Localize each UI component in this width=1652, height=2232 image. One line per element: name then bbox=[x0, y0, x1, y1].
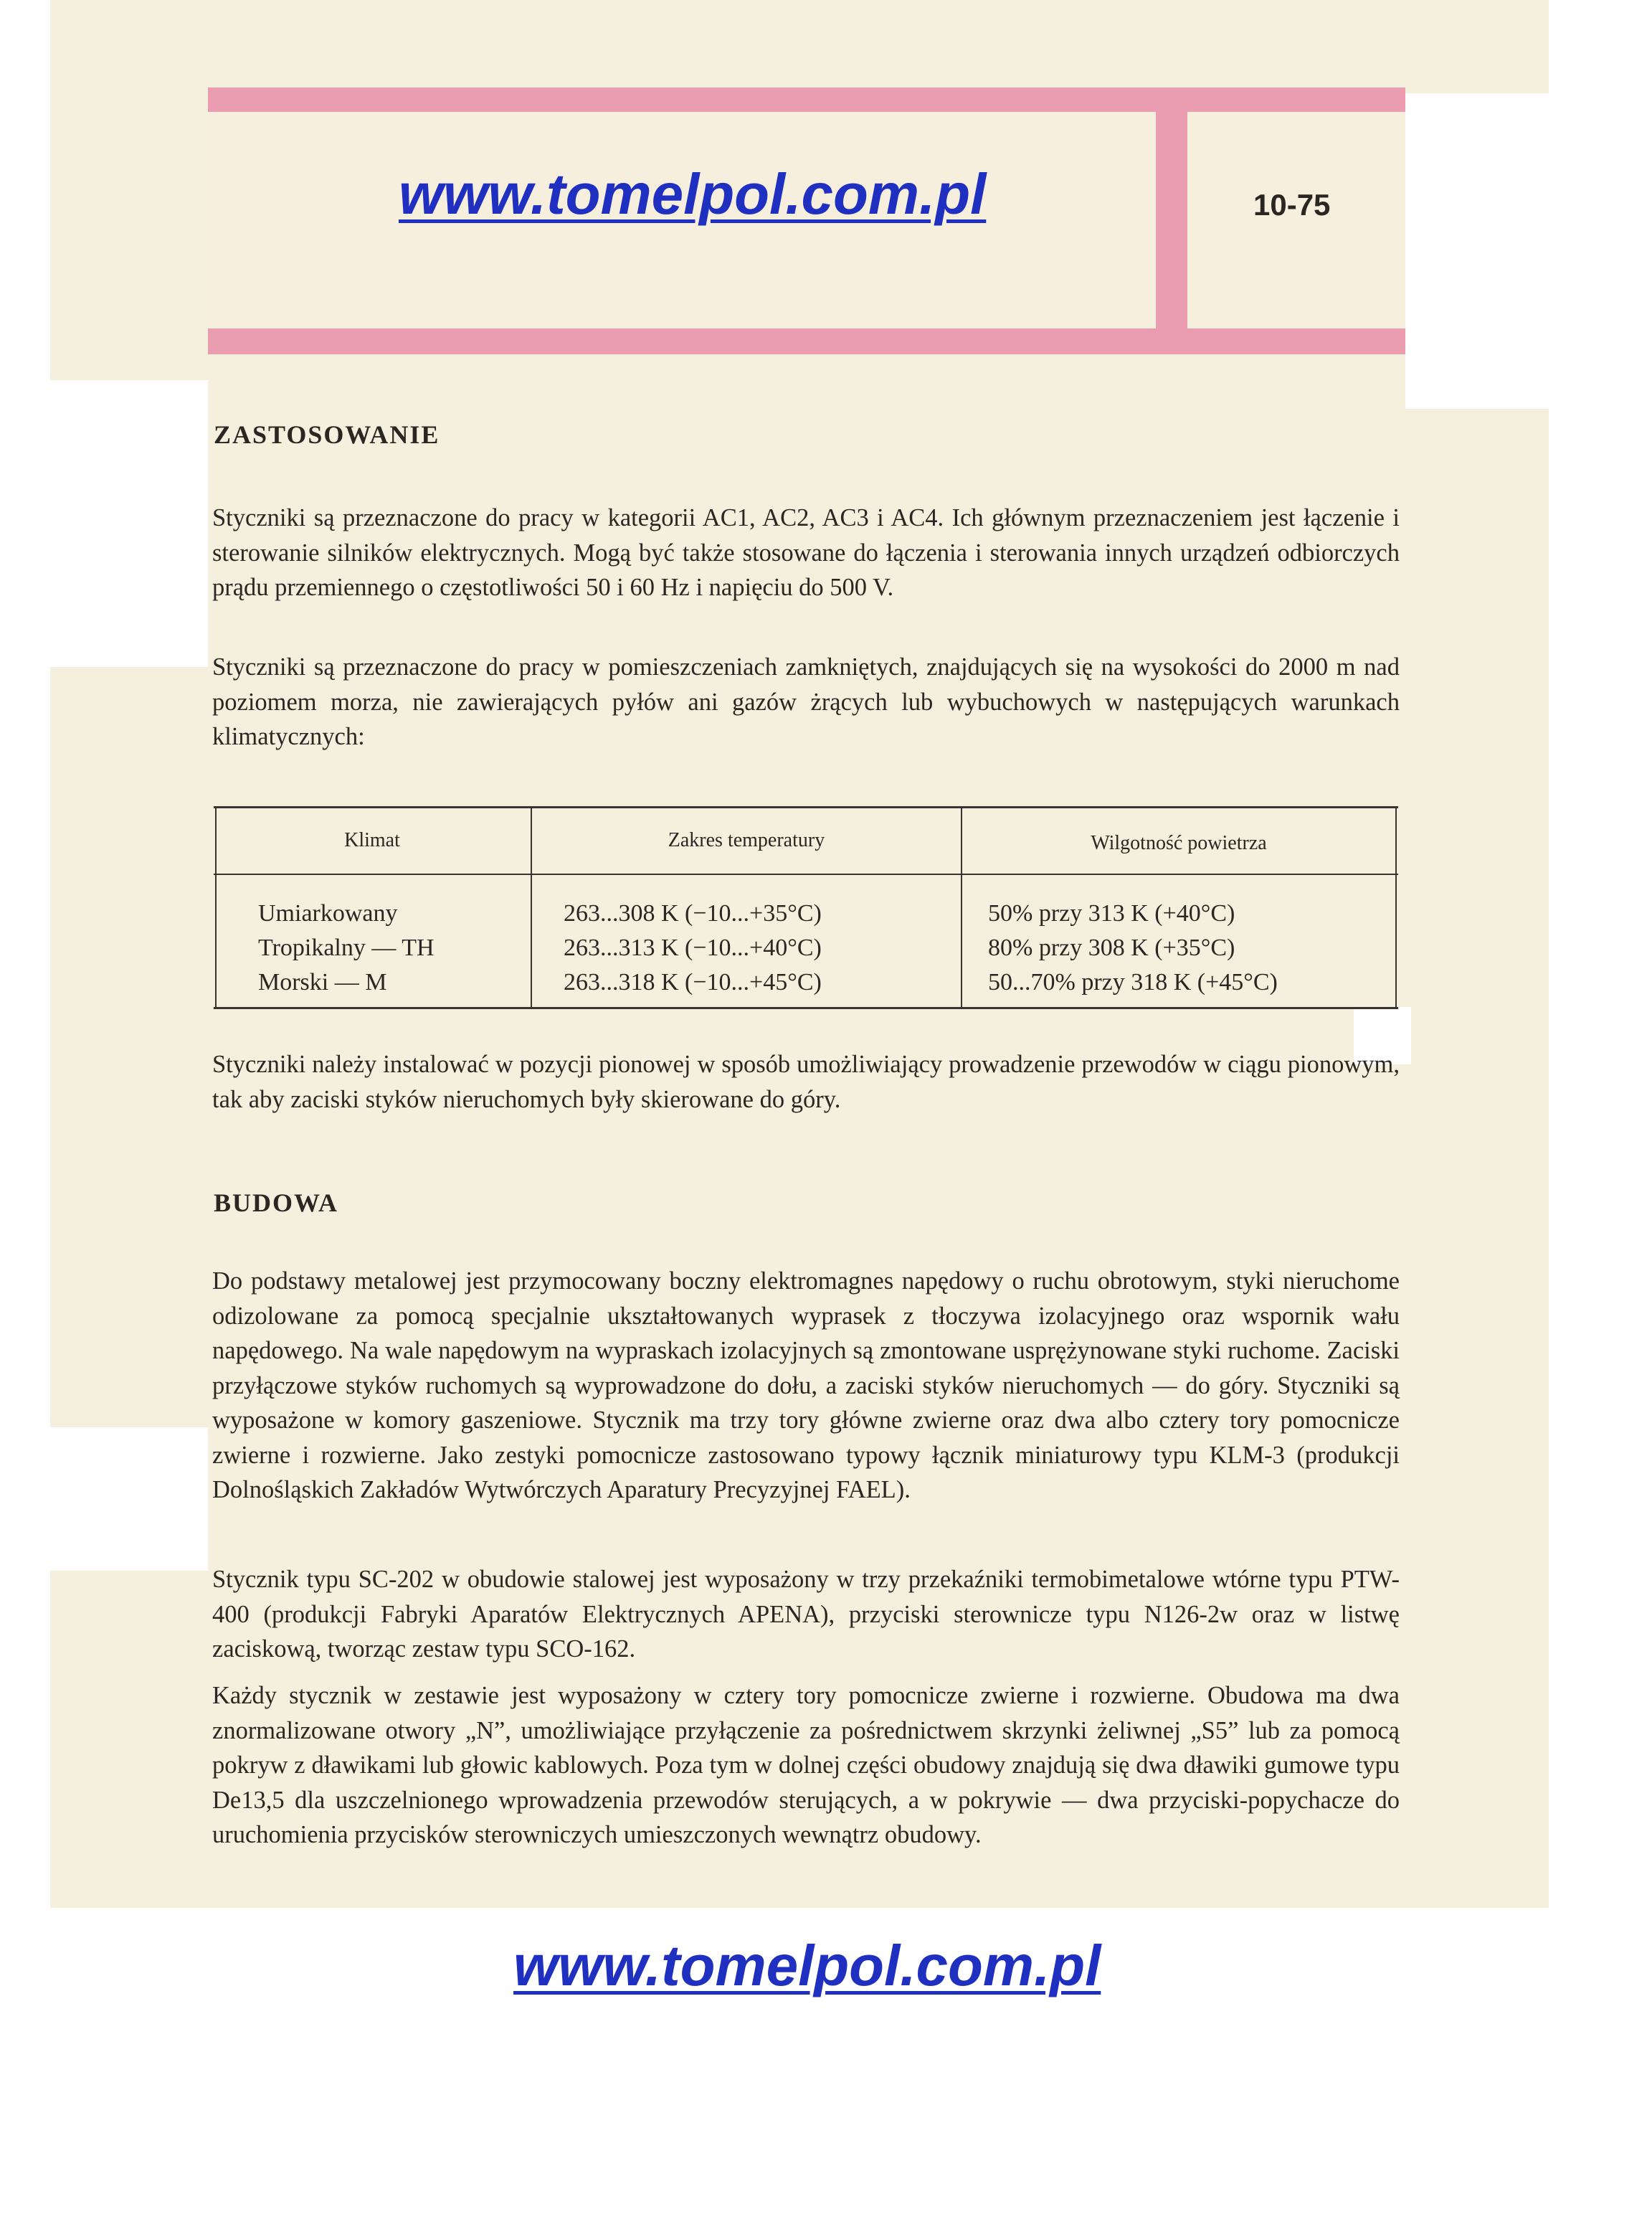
header-band-top bbox=[208, 88, 1405, 112]
paragraph: Stycznik typu SC-202 w obudowie stalowej jest wyposażony w trzy przekaźniki termobimetalowe wtórne typu PTW-400 (produkcji Fabryki Aparatów Elektrycznych APENA), przyciski sterownicze typu N126-2w oraz w listwę zaciskową, tworząc zestaw typu SCO-162. bbox=[212, 1566, 1400, 1663]
watermark-link-bottom[interactable]: www.tomelpol.com.pl bbox=[513, 1934, 1101, 1997]
scan-white-patch bbox=[1405, 93, 1549, 409]
table-header-cell: Zakres temperatury bbox=[668, 829, 825, 851]
header-divider bbox=[1156, 88, 1187, 354]
table-cell: 263...308 K (−10...+35°C) bbox=[564, 900, 822, 927]
scan-white-patch bbox=[50, 1427, 208, 1571]
table-header-cell: Wilgotność powietrza bbox=[1091, 832, 1267, 854]
table-cell: Umiarkowany bbox=[258, 900, 398, 927]
table-cell: 263...313 K (−10...+40°C) bbox=[564, 935, 822, 961]
page-code: 10-75 bbox=[1253, 188, 1331, 222]
paragraph: Styczniki są przeznaczone do pracy w kategorii AC1, AC2, AC3 i AC4. Ich głównym przeznaczeniem jest łączenie i sterowanie silników elektrycznych. Mogą być także stosowane do łączenia i sterowania innych urządzeń odbiorczych prądu przemiennego o częstotliwości 50 i 60 Hz i napięciu do 500 V. bbox=[212, 504, 1400, 601]
table-rule-top bbox=[214, 806, 1398, 808]
climate-table bbox=[214, 806, 1398, 1010]
table-cell: 50...70% przy 318 K (+45°C) bbox=[988, 969, 1278, 996]
table-cell: 263...318 K (−10...+45°C) bbox=[564, 969, 822, 996]
table-cell: 80% przy 308 K (+35°C) bbox=[988, 935, 1235, 961]
table-header-cell: Klimat bbox=[344, 829, 400, 851]
table-rule-header bbox=[214, 874, 1398, 875]
header-band-bottom bbox=[208, 328, 1405, 354]
watermark-link-top[interactable]: www.tomelpol.com.pl bbox=[399, 162, 987, 226]
section-heading-zastosowanie: ZASTOSOWANIE bbox=[214, 420, 440, 449]
paragraph: Każdy stycznik w zestawie jest wyposażony w cztery tory pomocnicze zwierne i rozwierne. Obudowa ma dwa znormalizowane otwory „N”, umożliwiające przyłączenie za pośrednictwem skrzynki żeliwnej „S5” lub za pomocą pokryw z dławikami lub głowic kablowych. Poza tym w dolnej części obudowy znajdują się dwa dławiki gumowe typu De13,5 dla uszczelnionego wprowadzenia przewodów sterujących, a w pokrywie — dwa przyciski-popychacze do uruchomienia przycisków sterowniczych umieszczonych wewnątrz obudowy. bbox=[212, 1682, 1400, 1848]
table-cell: 50% przy 313 K (+40°C) bbox=[988, 900, 1235, 927]
scan-white-patch bbox=[50, 380, 208, 667]
table-cell: Morski — M bbox=[258, 969, 387, 996]
table-cell: Tropikalny — TH bbox=[258, 935, 435, 961]
paragraph: Do podstawy metalowej jest przymocowany boczny elektromagnes napędowy o ruchu obrotowym, styki nieruchome odizolowane za pomocą specjalnie ukształtowanych wyprasek z tłoczywa izolacyjnego oraz wspornik wału napędowego. Na wale napędowym na wypraskach izolacyjnych są zmontowane usprężynowane styki ruchome. Zaciski przyłączowe styków ruchomych są wyprowadzone do dołu, a zaciski styków nieruchomych — do góry. Styczniki są wyposażone w komory gaszeniowe. Stycznik ma trzy tory główne zwierne oraz dwa albo cztery tory pomocnicze zwierne i rozwierne. Jako zestyki pomocnicze zastosowano typowy łącznik miniaturowy typu KLM-3 (produkcji Dolnośląskich Zakładów Wytwórczych Aparatury Precyzyjnej FAEL). bbox=[212, 1267, 1400, 1503]
table-rule-right bbox=[1395, 806, 1397, 1009]
paragraph: Styczniki należy instalować w pozycji pionowej w sposób umożliwiający prowadzenie przewodów w ciągu pionowym, tak aby zaciski styków nieruchomych były skierowane do góry. bbox=[212, 1051, 1400, 1113]
table-rule-bottom bbox=[214, 1007, 1398, 1009]
section-heading-budowa: BUDOWA bbox=[214, 1188, 339, 1217]
paragraph: Styczniki są przeznaczone do pracy w pomieszczeniach zamkniętych, znajdujących się na wysokości do 2000 m nad poziomem morza, nie zawierających pyłów ani gazów żrących lub wybuchowych w następujących warunkach klimatycznych: bbox=[212, 653, 1400, 750]
